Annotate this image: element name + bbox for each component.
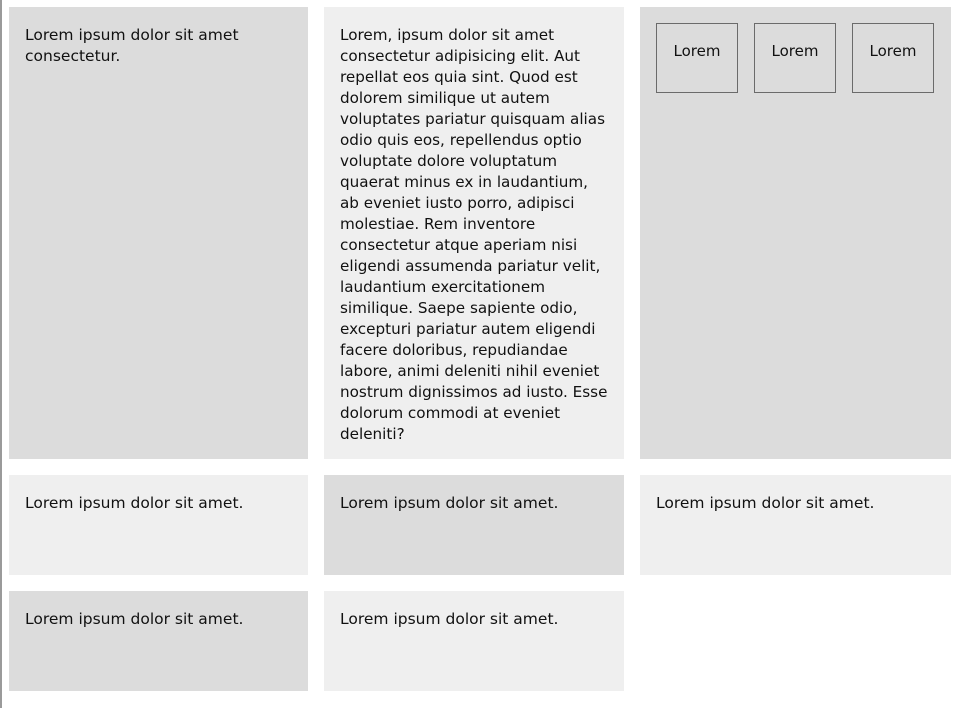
grid-cell-8 xyxy=(324,591,624,691)
grid-cell-3 xyxy=(640,7,951,459)
grid-cell-2-text: Lorem, ipsum dolor sit amet consectetur adipisicing elit. Aut repellat eos quia sint. Quod est dolorem similique ut autem voluptates pariatur quisquam alias odio quis eos, repellendus optio voluptate dolore voluptatum quaerat minus ex in laudantium, ab eveniet iusto porro, adipisci molestiae. Rem inventore consectetur atque aperiam nisi eligendi assumenda pariatur velit, laudantium exercitationem similique. Saepe sapiente odio, excepturi pariatur autem eligendi facere doloribus, repudiandae labore, animi deleniti nihil eveniet nostrum dignissimos ad iusto. Esse dolorum commodi at eveniet deleniti? xyxy=(340,26,608,443)
grid-cell-4 xyxy=(9,475,308,575)
mini-box-3: Lorem xyxy=(852,23,934,93)
grid-layout xyxy=(9,7,951,691)
grid-cell-6 xyxy=(640,475,951,575)
grid-cell-1 xyxy=(9,7,308,459)
grid-cell-1-text: Lorem ipsum dolor sit amet consectetur. xyxy=(25,26,239,65)
grid-cell-7 xyxy=(9,591,308,691)
grid-cell-5 xyxy=(324,475,624,575)
grid-cell-4-text: Lorem ipsum dolor sit amet. xyxy=(25,494,244,512)
left-window-edge xyxy=(0,0,2,708)
grid-cell-5-text: Lorem ipsum dolor sit amet. xyxy=(340,494,559,512)
mini-box-2: Lorem xyxy=(754,23,836,93)
grid-cell-8-text: Lorem ipsum dolor sit amet. xyxy=(340,610,559,628)
grid-cell-6-text: Lorem ipsum dolor sit amet. xyxy=(656,494,875,512)
mini-box-1: Lorem xyxy=(656,23,738,93)
mini-box-row xyxy=(656,23,935,93)
grid-cell-7-text: Lorem ipsum dolor sit amet. xyxy=(25,610,244,628)
grid-cell-2 xyxy=(324,7,624,459)
